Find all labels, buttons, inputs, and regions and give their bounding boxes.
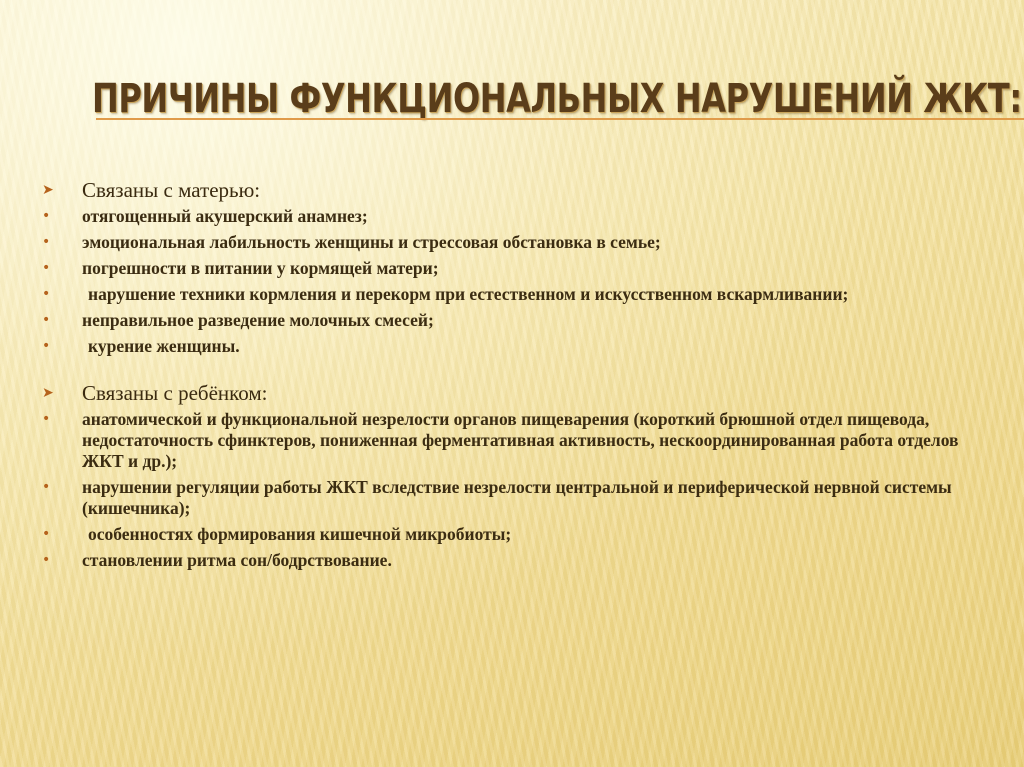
list-item-text: анатомической и функциональной незрелости органов пищеварения (короткий брюшной отдел пищевода, недостаточность сфинктеров, пониженная ферментативная активность, нескоординированная работа отделов ЖКТ и др.); [82,409,959,471]
section-heading [42,379,1002,407]
list-item [42,258,1002,279]
list-item [42,206,1002,227]
slide-title: ПРИЧИНЫ ФУНКЦИОНАЛЬНЫХ НАРУШЕНИЙ ЖКТ: [92,76,1022,122]
list-item [42,524,1002,545]
list-item [42,336,1002,357]
bullet-list [42,206,1002,357]
section-child [42,379,1002,571]
section-heading-text: Связаны с ребёнком: [82,381,268,405]
list-item [42,310,1002,331]
slide-content [42,176,1002,576]
list-item-text: погрешности в питании у кормящей матери; [82,258,439,278]
list-item-text: нарушение техники кормления и перекорм при естественном и искусственном вскармливании; [88,284,849,304]
dot-bullet-icon: • [42,338,51,354]
section-heading-text: Связаны с матерью: [82,178,261,202]
title-underline [96,118,1024,120]
list-item-text: нарушении регуляции работы ЖКТ вследствие незрелости центральной и периферической нервной системы (кишечника); [82,477,952,518]
arrowhead-bullet-icon: ➤ [42,182,54,198]
dot-bullet-icon: • [42,234,51,250]
list-item-text: неправильное разведение молочных смесей; [82,310,434,330]
list-item-text: отягощенный акушерский анамнез; [82,206,368,226]
list-item [42,232,1002,253]
section-heading [42,176,1002,204]
list-item [42,409,1002,472]
dot-bullet-icon: • [42,260,51,276]
dot-bullet-icon: • [42,411,51,427]
dot-bullet-icon: • [42,208,51,224]
list-item-text: курение женщины. [88,336,240,356]
dot-bullet-icon: • [42,286,51,302]
list-item-text: становлении ритма сон/бодрствование. [82,550,392,570]
list-item [42,550,1002,571]
dot-bullet-icon: • [42,552,51,568]
dot-bullet-icon: • [42,312,51,328]
dot-bullet-icon: • [42,526,51,542]
dot-bullet-icon: • [42,479,51,495]
list-item-text: особенностях формирования кишечной микробиоты; [88,524,512,544]
list-item [42,477,1002,519]
bullet-list [42,409,1002,571]
arrowhead-bullet-icon: ➤ [42,385,54,401]
list-item-text: эмоциональная лабильность женщины и стрессовая обстановка в семье; [82,232,661,252]
list-item [42,284,1002,305]
section-mother [42,176,1002,357]
